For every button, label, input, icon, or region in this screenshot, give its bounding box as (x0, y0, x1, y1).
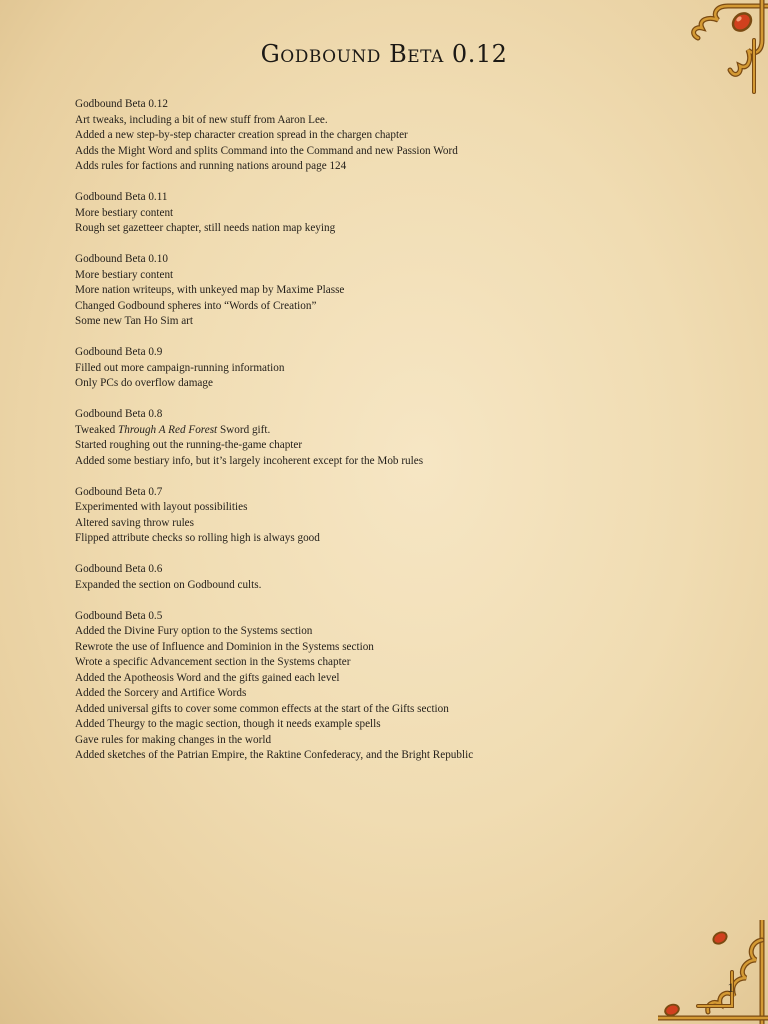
list-item: Added the Divine Fury option to the Systems section (75, 625, 313, 637)
list-item: Adds the Might Word and splits Command into the Command and new Passion Word (75, 144, 458, 157)
tweak-prefix: Tweaked (75, 423, 119, 436)
list-item: Rewrote the use of Influence and Dominion in the Systems section (75, 640, 374, 653)
list-item: Art tweaks, including a bit of new stuff from Aaron Lee. (75, 113, 328, 126)
changelog-section (75, 562, 695, 593)
gift-name: Through A Red Forest (118, 423, 218, 436)
tweak-suffix: Sword gift. (217, 423, 271, 436)
section-heading: Godbound Beta 0.6 (75, 563, 163, 575)
list-item: More bestiary content (75, 268, 174, 281)
list-item (75, 423, 695, 439)
section-heading: Godbound Beta 0.7 (75, 485, 163, 498)
list-item: Added Theurgy to the magic section, though it needs example spells (75, 718, 381, 730)
changelog-section (75, 190, 695, 237)
list-item: Some new Tan Ho Sim art (75, 315, 194, 327)
list-item: Added the Apotheosis Word and the gifts gained each level (75, 671, 340, 684)
section-heading: Godbound Beta 0.11 (75, 191, 168, 203)
page-title: Godbound Beta 0.12 (260, 40, 508, 68)
list-item: More bestiary content (75, 206, 174, 219)
changelog-section (75, 345, 695, 392)
section-heading: Godbound Beta 0.10 (75, 253, 168, 265)
list-item: Changed Godbound spheres into “Words of Creation” (75, 299, 317, 312)
changelog-section (75, 485, 695, 547)
list-item: Added some bestiary info, but it’s largely incoherent except for the Mob rules (75, 454, 424, 467)
list-item: Started roughing out the running-the-game chapter (75, 439, 303, 451)
changelog-section (75, 609, 695, 764)
page-number: 1 (727, 980, 734, 995)
corner-ornament-bottom-right-icon (658, 920, 768, 1024)
section-heading: Godbound Beta 0.9 (75, 346, 163, 358)
section-heading: Godbound Beta 0.12 (75, 98, 168, 110)
changelog-section (75, 252, 695, 330)
list-item: Added universal gifts to cover some common effects at the start of the Gifts section (75, 702, 449, 715)
list-item: Rough set gazetteer chapter, still needs nation map keying (75, 222, 336, 234)
list-item: Adds rules for factions and running nations around page 124 (75, 160, 347, 172)
list-item: Experimented with layout possibilities (75, 501, 248, 513)
list-item: Added the Sorcery and Artifice Words (75, 687, 247, 699)
list-item: More nation writeups, with unkeyed map by Maxime Plasse (75, 284, 345, 296)
list-item: Filled out more campaign-running information (75, 361, 285, 374)
changelog-section (75, 407, 695, 469)
section-heading: Godbound Beta 0.5 (75, 609, 163, 622)
changelog-content (75, 97, 695, 779)
list-item: Altered saving throw rules (75, 516, 194, 529)
section-heading: Godbound Beta 0.8 (75, 408, 163, 420)
list-item: Flipped attribute checks so rolling high is always good (75, 532, 320, 544)
list-item: Gave rules for making changes in the world (75, 733, 272, 746)
changelog-section (75, 97, 695, 175)
list-item: Added sketches of the Patrian Empire, the Raktine Confederacy, and the Bright Republic (75, 749, 474, 761)
list-item: Added a new step-by-step character creation spread in the chargen chapter (75, 129, 408, 141)
list-item: Wrote a specific Advancement section in the Systems chapter (75, 656, 351, 668)
list-item: Expanded the section on Godbound cults. (75, 578, 262, 591)
list-item: Only PCs do overflow damage (75, 377, 213, 389)
